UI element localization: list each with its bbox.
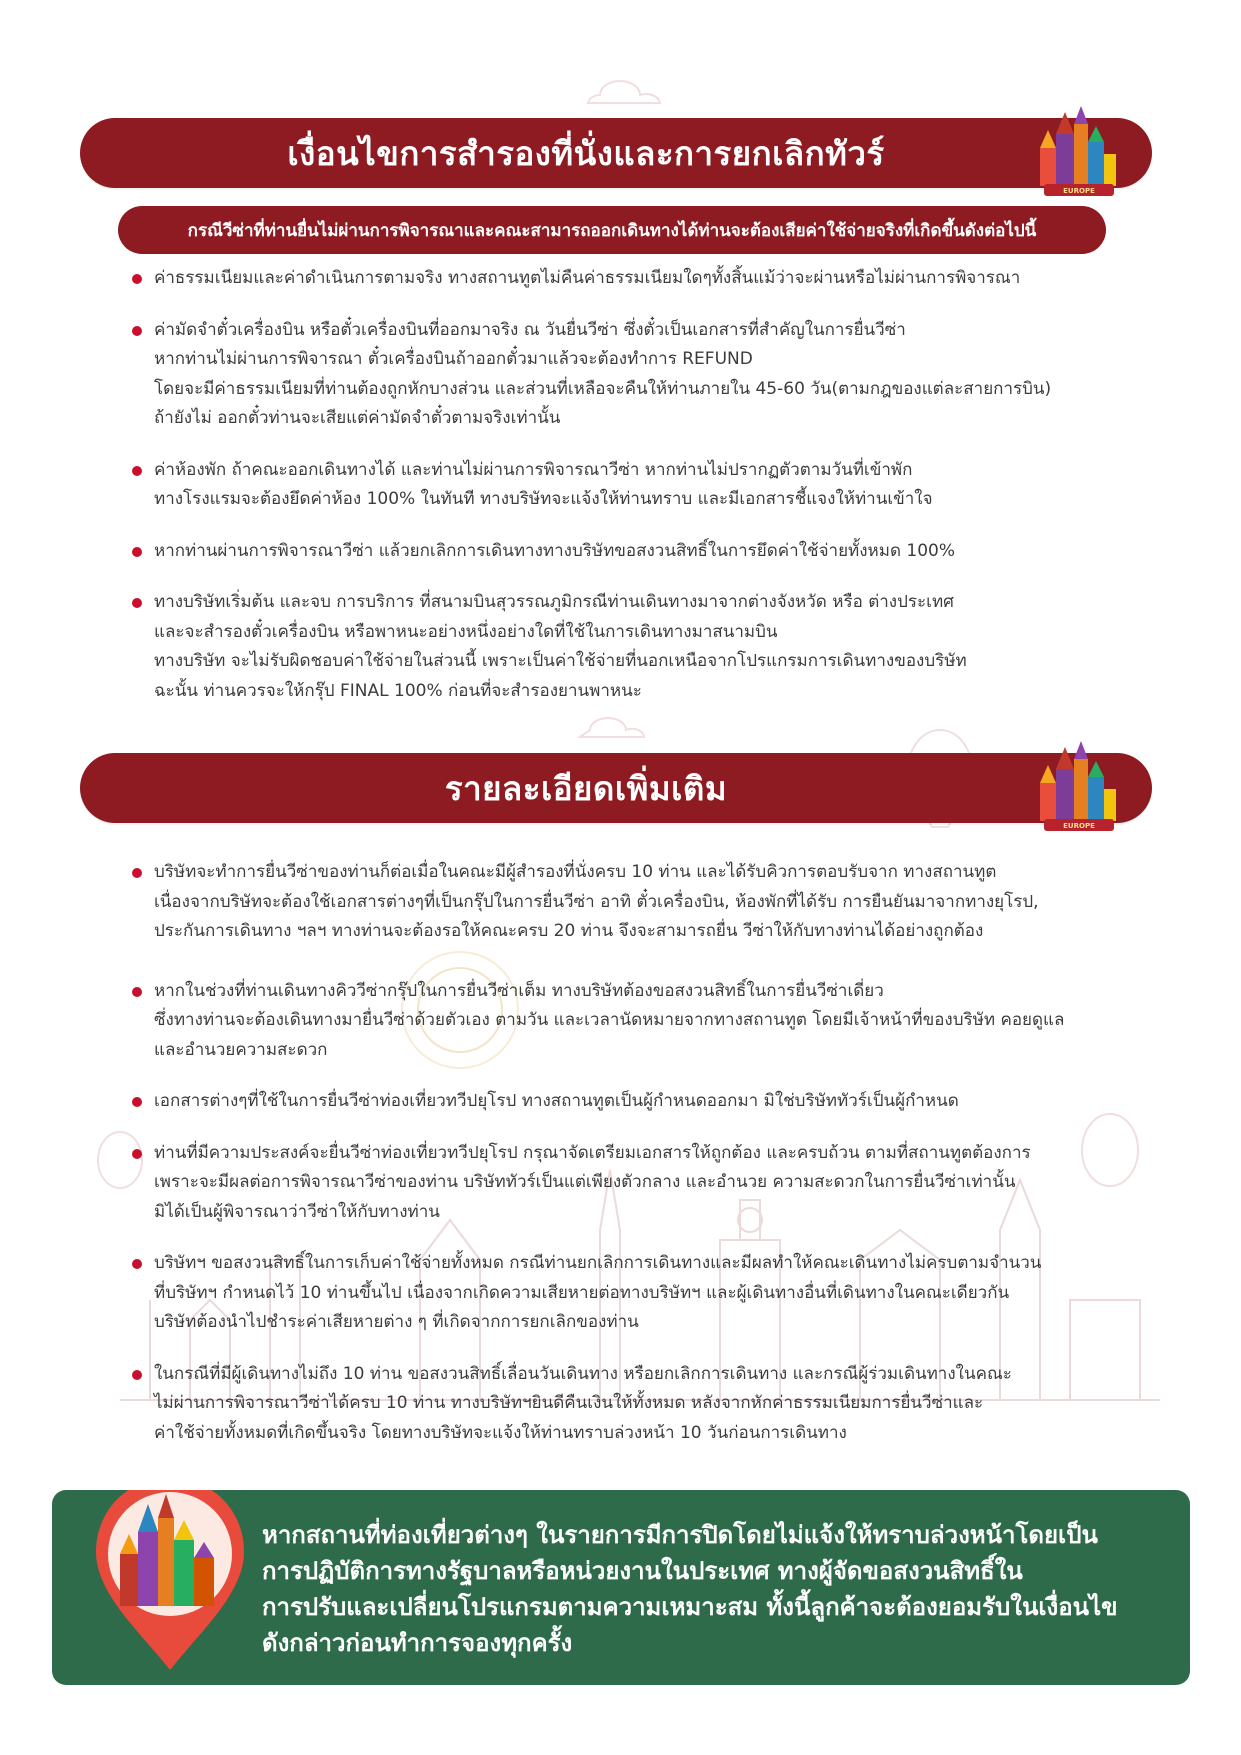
list-item: หากท่านผ่านการพิจารณาวีซ่า แล้วยกเลิกการเดินทางทางบริษัทขอสงวนสิทธิ์ในการยึดค่าใช้จ่ายทั้งหมด 100% [128,537,1158,567]
list-item: เอกสารต่างๆที่ใช้ในการยื่นวีซ่าท่องเที่ยวทวีปยุโรป ทางสถานทูตเป็นผู้กำหนดออกมา มิใช่บริษัททัวร์เป็นผู้กำหนด [128,1087,1158,1117]
bullet-dot-icon [132,1149,142,1159]
list-item: ทางบริษัทเริ่มต้น และจบ การบริการ ที่สนามบินสุวรรณภูมิกรณีท่านเดินทางมาจากต่างจังหวัด หรือ ต่างประเทศ และจะสำรองตั๋วเครื่องบิน หรือพาหนะอย่างหนึ่งอย่างใดที่ใช้ในการเดินทางมาสนามบิน ทางบริษัท จะไม่รับผิดชอบค่าใช้จ่ายในส่วนนี้ เพราะเป็นค่าใช้จ่ายที่นอกเหนือจากโปรแกรมการเดินทางของบริษัท ฉะนั้น ท่านควรจะให้กรุ๊ป FINAL 100% ก่อนที่จะสำรองยานพาหนะ [128,588,1158,706]
europe-landmarks-icon [1030,104,1126,200]
bullet-dot-icon [132,274,142,284]
list-item: ค่าธรรมเนียมและค่าดำเนินการตามจริง ทางสถานทูตไม่คืนค่าธรรมเนียมใดๆทั้งสิ้นแม้ว่าจะผ่านหรือไม่ผ่านการพิจารณา [128,264,1158,294]
bullet-dot-icon [132,466,142,476]
section1-list [128,264,1158,706]
list-item: ในกรณีที่มีผู้เดินทางไม่ถึง 10 ท่าน ขอสงวนสิทธิ์เลื่อนวันเดินทาง หรือยกเลิกการเดินทาง และกรณีผู้ร่วมเดินทางในคณะ ไม่ผ่านการพิจารณาวีซ่าได้ครบ 10 ท่าน ทางบริษัทฯยินดีคืนเงินให้ทั้งหมด หลังจากหักค่าธรรมเนียมการยื่นวีซ่าและ ค่าใช้จ่ายทั้งหมดที่เกิดขึ้นจริง โดยทางบริษัทจะแจ้งให้ท่านทราบล่วงหน้า 10 วันก่อนการเดินทาง [128,1360,1158,1449]
section2-list [128,858,1158,1448]
map-pin-landmarks-icon [90,1490,250,1674]
bullet-dot-icon [132,326,142,336]
footer-text: หากสถานที่ท่องเที่ยวต่างๆ ในรายการมีการปิดโดยไม่แจ้งให้ทราบล่วงหน้าโดยเป็น การปฏิบัติการทางรัฐบาลหรือหน่วยงานในประเทศ ทางผู้จัดขอสงวนสิทธิ์ใน การปรับและเปลี่ยนโปรแกรมตามความเหมาะสม ทั้งนี้ลูกค้าจะต้องยอมรับในเงื่อนไข ดังกล่าวก่อนทำการจองทุกครั้ง [262,1521,1118,1657]
europe-badge: EUROPE [1063,187,1095,195]
list-item: ค่าห้องพัก ถ้าคณะออกเดินทางได้ และท่านไม่ผ่านการพิจารณาวีซ่า หากท่านไม่ปรากฏตัวตามวันที่เข้าพัก ทางโรงแรมจะต้องยึดค่าห้อง 100% ในทันที ทางบริษัทจะแจ้งให้ท่านทราบ และมีเอกสารชี้แจงให้ท่านเข้าใจ [128,456,1158,515]
list-item: ค่ามัดจำตั๋วเครื่องบิน หรือตั๋วเครื่องบินที่ออกมาจริง ณ วันยื่นวีซ่า ซึ่งตั๋วเป็นเอกสารที่สำคัญในการยื่นวีซ่า หากท่านไม่ผ่านการพิจารณา ตั๋วเครื่องบินถ้าออกตั๋วมาแล้วจะต้องทำการ REFUND โดยจะมีค่าธรรมเนียมที่ท่านต้องถูกหักบางส่วน และส่วนที่เหลือจะคืนให้ท่านภายใน 45-60 วัน(ตามกฎของแต่ละสายการบิน) ถ้ายังไม่ ออกตั๋วท่านจะเสียแต่ค่ามัดจำตั๋วตามจริงเท่านั้น [128,316,1158,434]
bullet-dot-icon [132,1259,142,1269]
list-item: บริษัทจะทำการยื่นวีซ่าของท่านก็ต่อเมื่อในคณะมีผู้สำรองที่นั่งครบ 10 ท่าน และได้รับคิวการตอบรับจาก ทางสถานทูต เนื่องจากบริษัทจะต้องใช้เอกสารต่างๆที่เป็นกรุ๊ปในการยื่นวีซ่า อาทิ ตั๋วเครื่องบิน, ห้องพักที่ได้รับ การยืนยันมาจากทางยุโรป, ประกันการเดินทาง ฯลฯ ทางท่านจะต้องรอให้คณะครบ 20 ท่าน จึงจะสามารถยื่น วีซ่าให้กับทางท่านได้อย่างถูกต้อง [128,858,1158,947]
bullet-dot-icon [132,547,142,557]
section1-subtitle-banner [118,206,1106,254]
bullet-dot-icon [132,987,142,997]
list-item: หากในช่วงที่ท่านเดินทางคิววีซ่ากรุ๊ปในการยื่นวีซ่าเต็ม ทางบริษัทต้องขอสงวนสิทธิ์ในการยื่นวีซ่าเดี่ยว ซึ่งทางท่านจะต้องเดินทางมายื่นวีซ่าด้วยตัวเอง ตามวัน และเวลานัดหมายจากทางสถานทูต โดยมีเจ้าหน้าที่ของบริษัท คอยดูแล และอำนวยความสะดวก [128,977,1158,1066]
section2-title: รายละเอียดเพิ่มเติม [444,768,728,808]
bullet-dot-icon [132,1370,142,1380]
section1-subtitle: กรณีวีซ่าที่ท่านยื่นไม่ผ่านการพิจารณาและคณะสามารถออกเดินทางได้ท่านจะต้องเสียค่าใช้จ่ายจริงที่เกิดขึ้นดังต่อไปนี้ [187,220,1037,241]
europe-badge: EUROPE [1063,822,1095,830]
section2-title-banner [80,753,1152,830]
footer-notice [52,1490,1190,1685]
bullet-dot-icon [132,1097,142,1107]
list-item: บริษัทฯ ขอสงวนสิทธิ์ในการเก็บค่าใช้จ่ายทั้งหมด กรณีท่านยกเลิกการเดินทางและมีผลทำให้คณะเดินทางไม่ครบตามจำนวน ที่บริษัทฯ กำหนดไว้ 10 ท่านขึ้นไป เนื่องจากเกิดความเสียหายต่อทางบริษัทฯ และผู้เดินทางอื่นที่เดินทางในคณะเดียวกัน บริษัทต้องนำไปชำระค่าเสียหายต่าง ๆ ที่เกิดจากการยกเลิกของท่าน [128,1249,1158,1338]
europe-landmarks-icon [1030,739,1126,835]
list-item: ท่านที่มีความประสงค์จะยื่นวีซ่าท่องเที่ยวทวีปยุโรป กรุณาจัดเตรียมเอกสารให้ถูกต้อง และครบถ้วน ตามที่สถานทูตต้องการ เพราะจะมีผลต่อการพิจารณาวีซ่าของท่าน บริษัททัวร์เป็นแต่เพียงตัวกลาง และอำนวย ความสะดวกในการยื่นวีซ่าเท่านั้น มิได้เป็นผู้พิจารณาว่าวีซ่าให้กับทางท่าน [128,1139,1158,1228]
bullet-dot-icon [132,598,142,608]
bullet-dot-icon [132,868,142,878]
section1-title-banner [80,118,1152,195]
section1-title: เงื่อนไขการสำรองที่นั่งและการยกเลิกทัวร์ [287,133,885,173]
